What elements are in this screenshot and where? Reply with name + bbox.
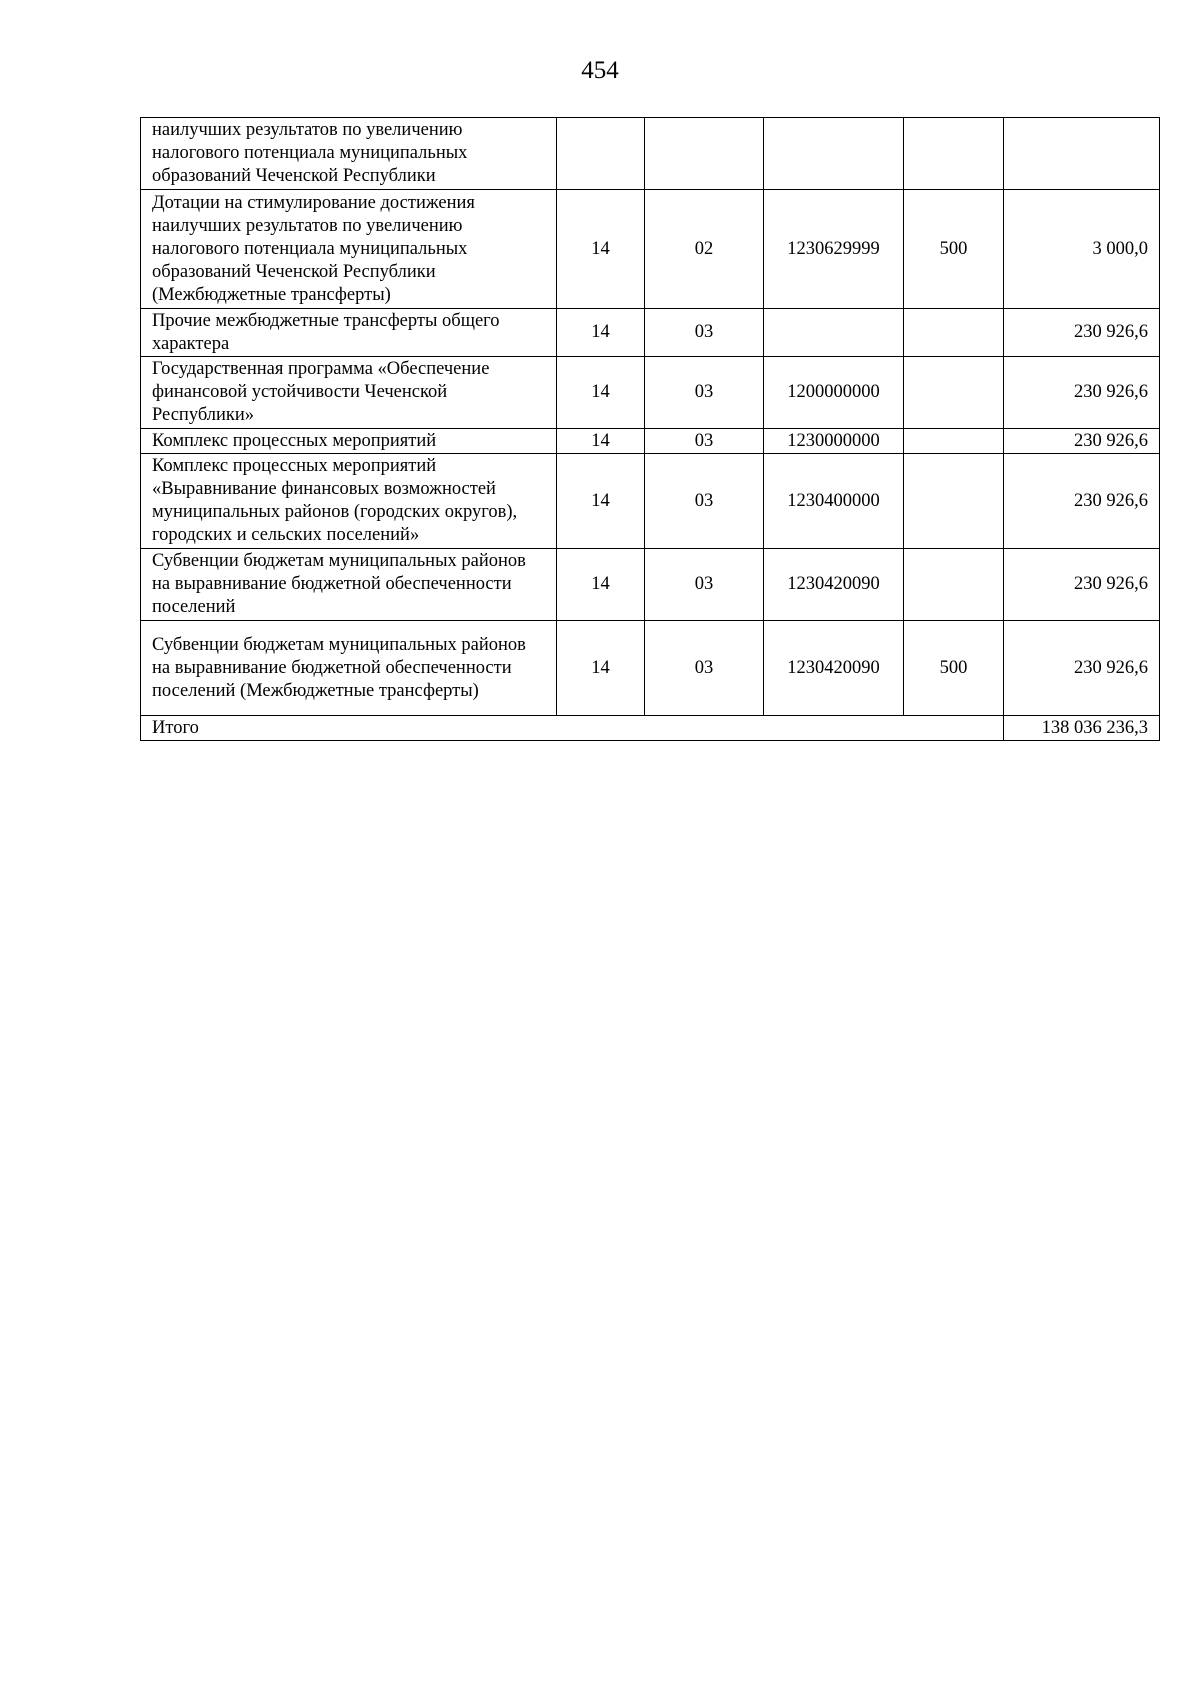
target-article-code: 1230400000	[764, 454, 904, 549]
expense-type-code	[904, 454, 1004, 549]
expense-type-code	[904, 429, 1004, 454]
section-code: 14	[557, 190, 645, 309]
target-article-code: 1230000000	[764, 429, 904, 454]
subsection-code: 03	[645, 454, 764, 549]
table-row	[141, 309, 1160, 357]
table-row	[141, 118, 1160, 190]
section-code: 14	[557, 309, 645, 357]
total-row	[141, 716, 1160, 741]
amount: 230 926,6	[1004, 621, 1160, 716]
amount: 230 926,6	[1004, 429, 1160, 454]
total-amount: 138 036 236,3	[1004, 716, 1160, 741]
expense-type-code	[904, 118, 1004, 190]
table-row	[141, 621, 1160, 716]
target-article-code	[764, 118, 904, 190]
table-row	[141, 357, 1160, 429]
row-name: Комплекс процессных мероприятий	[141, 429, 557, 454]
target-article-code	[764, 309, 904, 357]
table-row	[141, 429, 1160, 454]
total-label: Итого	[141, 716, 1004, 741]
amount: 230 926,6	[1004, 454, 1160, 549]
expense-type-code	[904, 309, 1004, 357]
subsection-code: 03	[645, 429, 764, 454]
subsection-code: 03	[645, 357, 764, 429]
row-name: Прочие межбюджетные трансферты общего характера	[141, 309, 557, 357]
amount: 230 926,6	[1004, 309, 1160, 357]
table-row	[141, 190, 1160, 309]
table-row	[141, 549, 1160, 621]
expense-type-code	[904, 357, 1004, 429]
subsection-code	[645, 118, 764, 190]
subsection-code: 02	[645, 190, 764, 309]
amount: 230 926,6	[1004, 549, 1160, 621]
target-article-code: 1230420090	[764, 549, 904, 621]
subsection-code: 03	[645, 549, 764, 621]
target-article-code: 1230629999	[764, 190, 904, 309]
subsection-code: 03	[645, 309, 764, 357]
section-code: 14	[557, 621, 645, 716]
section-code: 14	[557, 454, 645, 549]
target-article-code: 1200000000	[764, 357, 904, 429]
row-name: Дотации на стимулирование достижения наилучших результатов по увеличению налогового потенциала муниципальных образований Чеченской Республики (Межбюджетные трансферты)	[141, 190, 557, 309]
row-name: Государственная программа «Обеспечение финансовой устойчивости Чеченской Республики»	[141, 357, 557, 429]
budget-table	[140, 117, 1160, 741]
amount: 3 000,0	[1004, 190, 1160, 309]
expense-type-code: 500	[904, 190, 1004, 309]
row-name: Комплекс процессных мероприятий «Выравнивание финансовых возможностей муниципальных районов (городских округов), городских и сельских поселений»	[141, 454, 557, 549]
target-article-code: 1230420090	[764, 621, 904, 716]
section-code: 14	[557, 357, 645, 429]
section-code	[557, 118, 645, 190]
amount	[1004, 118, 1160, 190]
subsection-code: 03	[645, 621, 764, 716]
row-name: Субвенции бюджетам муниципальных районов на выравнивание бюджетной обеспеченности поселений (Межбюджетные трансферты)	[141, 621, 557, 716]
page-number: 454	[581, 57, 619, 84]
expense-type-code	[904, 549, 1004, 621]
expense-type-code: 500	[904, 621, 1004, 716]
table-row	[141, 454, 1160, 549]
section-code: 14	[557, 549, 645, 621]
section-code: 14	[557, 429, 645, 454]
row-name: Субвенции бюджетам муниципальных районов на выравнивание бюджетной обеспеченности поселений	[141, 549, 557, 621]
row-name: наилучших результатов по увеличению налогового потенциала муниципальных образований Чеченской Республики	[141, 118, 557, 190]
amount: 230 926,6	[1004, 357, 1160, 429]
